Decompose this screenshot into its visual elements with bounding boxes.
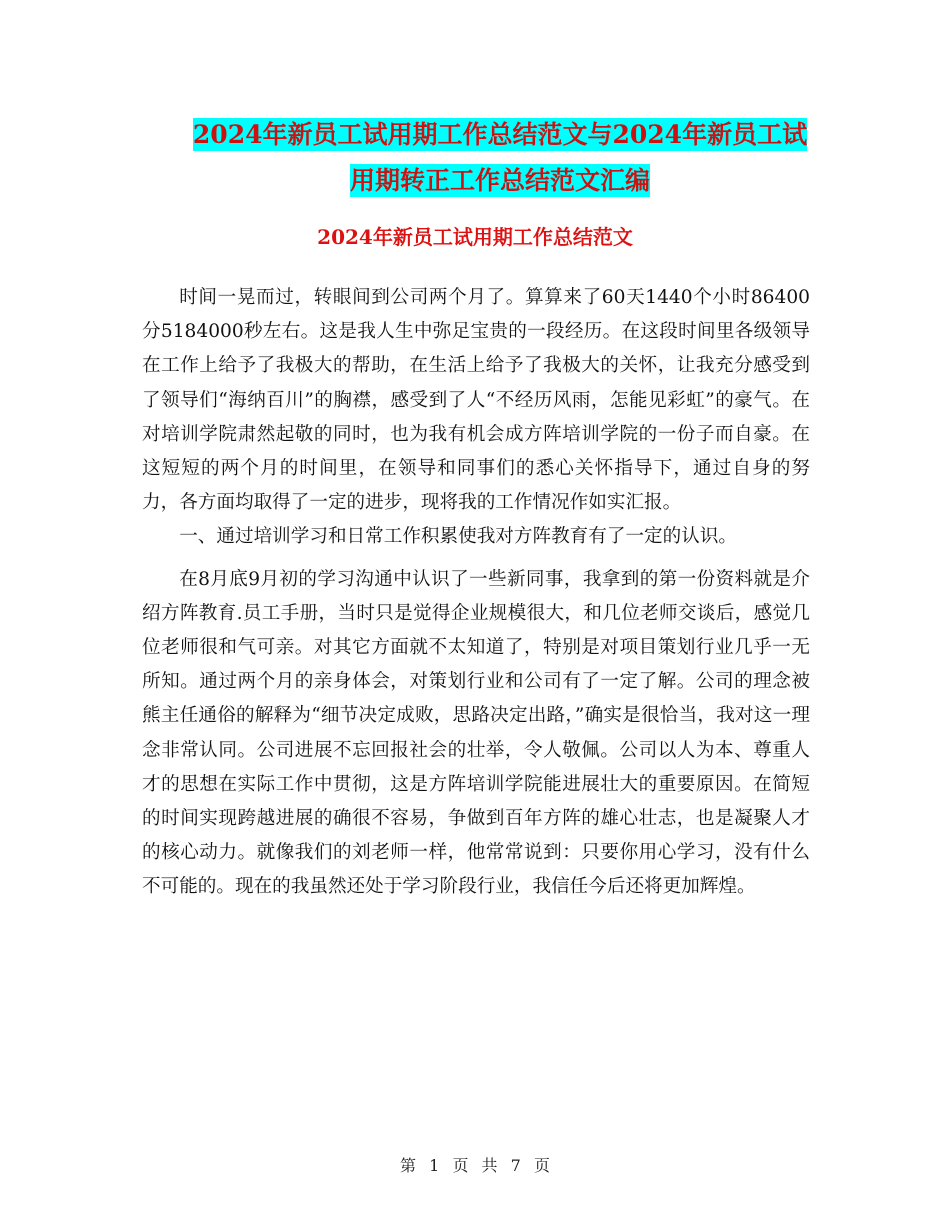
footer-total-pages: 7 xyxy=(510,1156,521,1175)
document-body xyxy=(142,281,810,905)
page-footer xyxy=(0,1153,950,1176)
section-title: 2024年新员工试用期工作总结范文 xyxy=(317,225,633,249)
document-title-line-1: 2024年新员工试用期工作总结范文与2024年新员工试 xyxy=(192,120,808,149)
footer-di: 第 xyxy=(400,1156,417,1175)
document-title xyxy=(140,112,860,204)
footer-ye-2: 页 xyxy=(533,1156,550,1175)
footer-gong: 共 xyxy=(481,1156,498,1175)
paragraph-2: 一、通过培训学习和日常工作积累使我对方阵教育有了一定的认识。 xyxy=(179,526,738,548)
footer-page-number: 1 xyxy=(429,1156,440,1175)
paragraph-1: 时间一晃而过，转眼间到公司两个月了。算算来了60天1440个小时86400分5184000秒左右。这是我人生中弥足宝贵的一段经历。在这段时间里各级领导在工作上给予了我极大的帮助，在生活上给予了我极大的关怀，让我充分感受到了领导们“海纳百川”的胸襟，感受到了人“不经历风雨，怎能见彩虹”的豪气。在对培训学院肃然起敬的同时，也为我有机会成方阵培训学院的一份子而自豪。在这短短的两个月的时间里，在领导和同事们的悉心关怀指导下，通过自身的努力，各方面均取得了一定的进步，现将我的工作情况作如实汇报。 xyxy=(142,287,810,514)
footer-ye: 页 xyxy=(452,1156,469,1175)
document-title-line-2: 用期转正工作总结范文汇编 xyxy=(349,166,650,195)
paragraph-3: 在8月底9月初的学习沟通中认识了一些新同事，我拿到的第一份资料就是介绍方阵教育.员工手册，当时只是觉得企业规模很大，和几位老师交谈后，感觉几位老师很和气可亲。对其它方面就不太知道了，特别是对项目策划行业几乎一无所知。通过两个月的亲身体会，对策划行业和公司有了一定了解。公司的理念被熊主任通俗的解释为“细节决定成败，思路决定出路，”确实是很恰当，我对这一理念非常认同。公司进展不忘回报社会的壮举，令人敬佩。公司以人为本、尊重人才的思想在实际工作中贯彻，这是方阵培训学院能进展壮大的重要原因。在简短的时间实现跨越进展的确很不容易，争做到百年方阵的雄心壮志，也是凝聚人才的核心动力。就像我们的刘老师一样，他常常说到：只要你用心学习，没有什么不可能的。现在的我虽然还处于学习阶段行业，我信任今后还将更加辉煌。 xyxy=(142,568,810,898)
